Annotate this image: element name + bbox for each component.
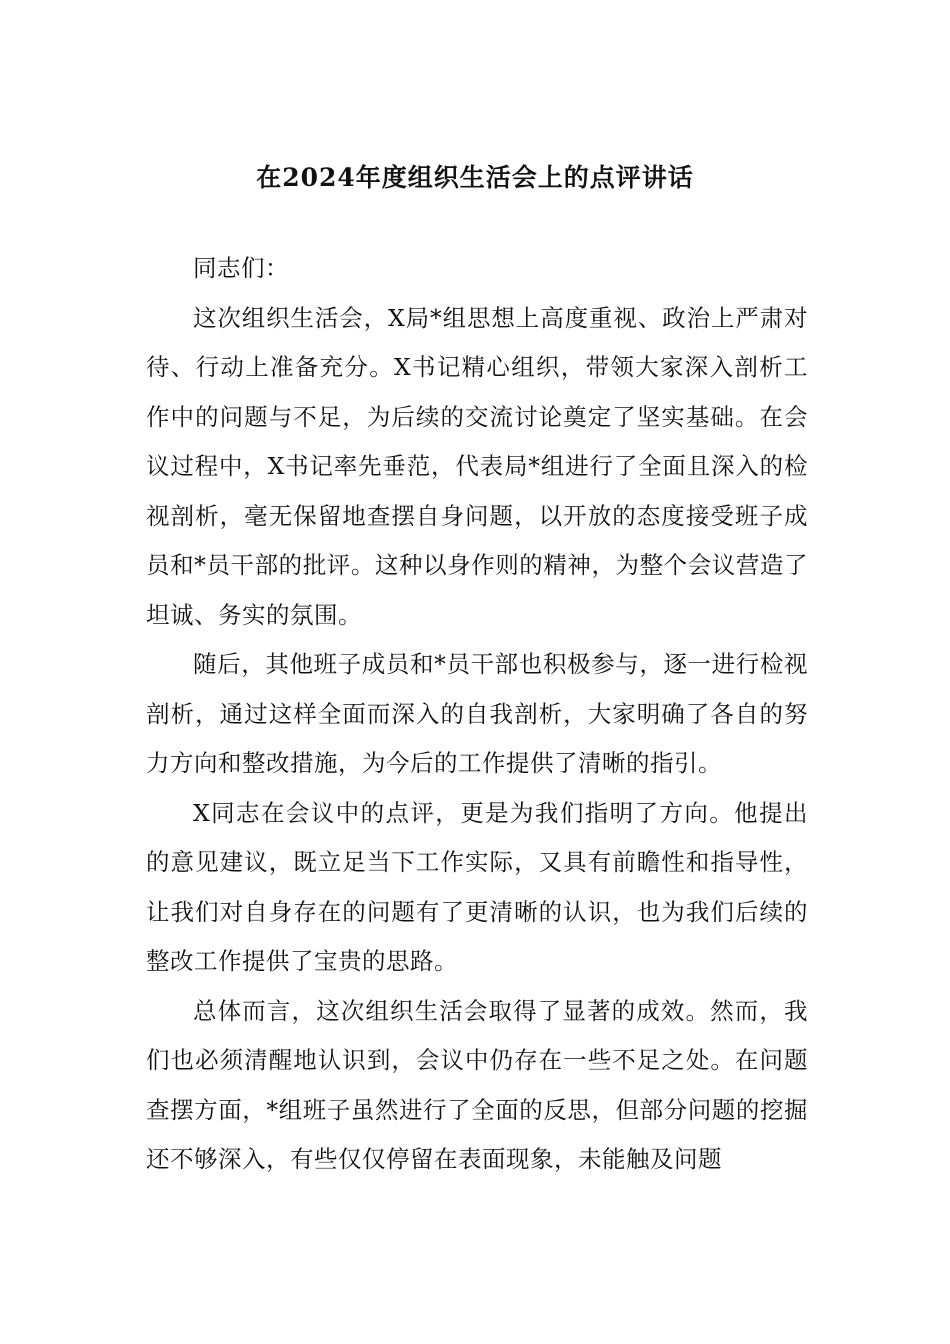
document-body [146, 244, 808, 1185]
paragraph-4: 总体而言，这次组织生活会取得了显著的成效。然而，我们也必须清醒地认识到，会议中仍存在一些不足之处。在问题查摆方面，*组班子虽然进行了全面的反思，但部分问题的挖掘还不够深入，有些仅仅停留在表面现象，未能触及问题 [146, 996, 808, 1173]
greeting: 同志们： [193, 254, 289, 282]
paragraph-3: X同志在会议中的点评，更是为我们指明了方向。他提出的意见建议，既立足当下工作实际，又具有前瞻性和指导性，让我们对自身存在的问题有了更清晰的认识，也为我们后续的整改工作提供了宝贵的思路。 [146, 798, 808, 975]
paragraph-2: 随后，其他班子成员和*员干部也积极参与，逐一进行检视剖析，通过这样全面而深入的自我剖析，大家明确了各自的努力方向和整改措施，为今后的工作提供了清晰的指引。 [146, 650, 808, 777]
paragraph-1: 这次组织生活会，X局*组思想上高度重视、政治上严肃对待、行动上准备充分。X书记精心组织，带领大家深入剖析工作中的问题与不足，为后续的交流讨论奠定了坚实基础。在会议过程中，X书记率先垂范，代表局*组进行了全面且深入的检视剖析，毫无保留地查摆自身问题，以开放的态度接受班子成员和*员干部的批评。这种以身作则的精神，为整个会议营造了坦诚、务实的氛围。 [146, 303, 808, 629]
document-title: 在2024年度组织生活会上的点评讲话 [256, 163, 694, 192]
